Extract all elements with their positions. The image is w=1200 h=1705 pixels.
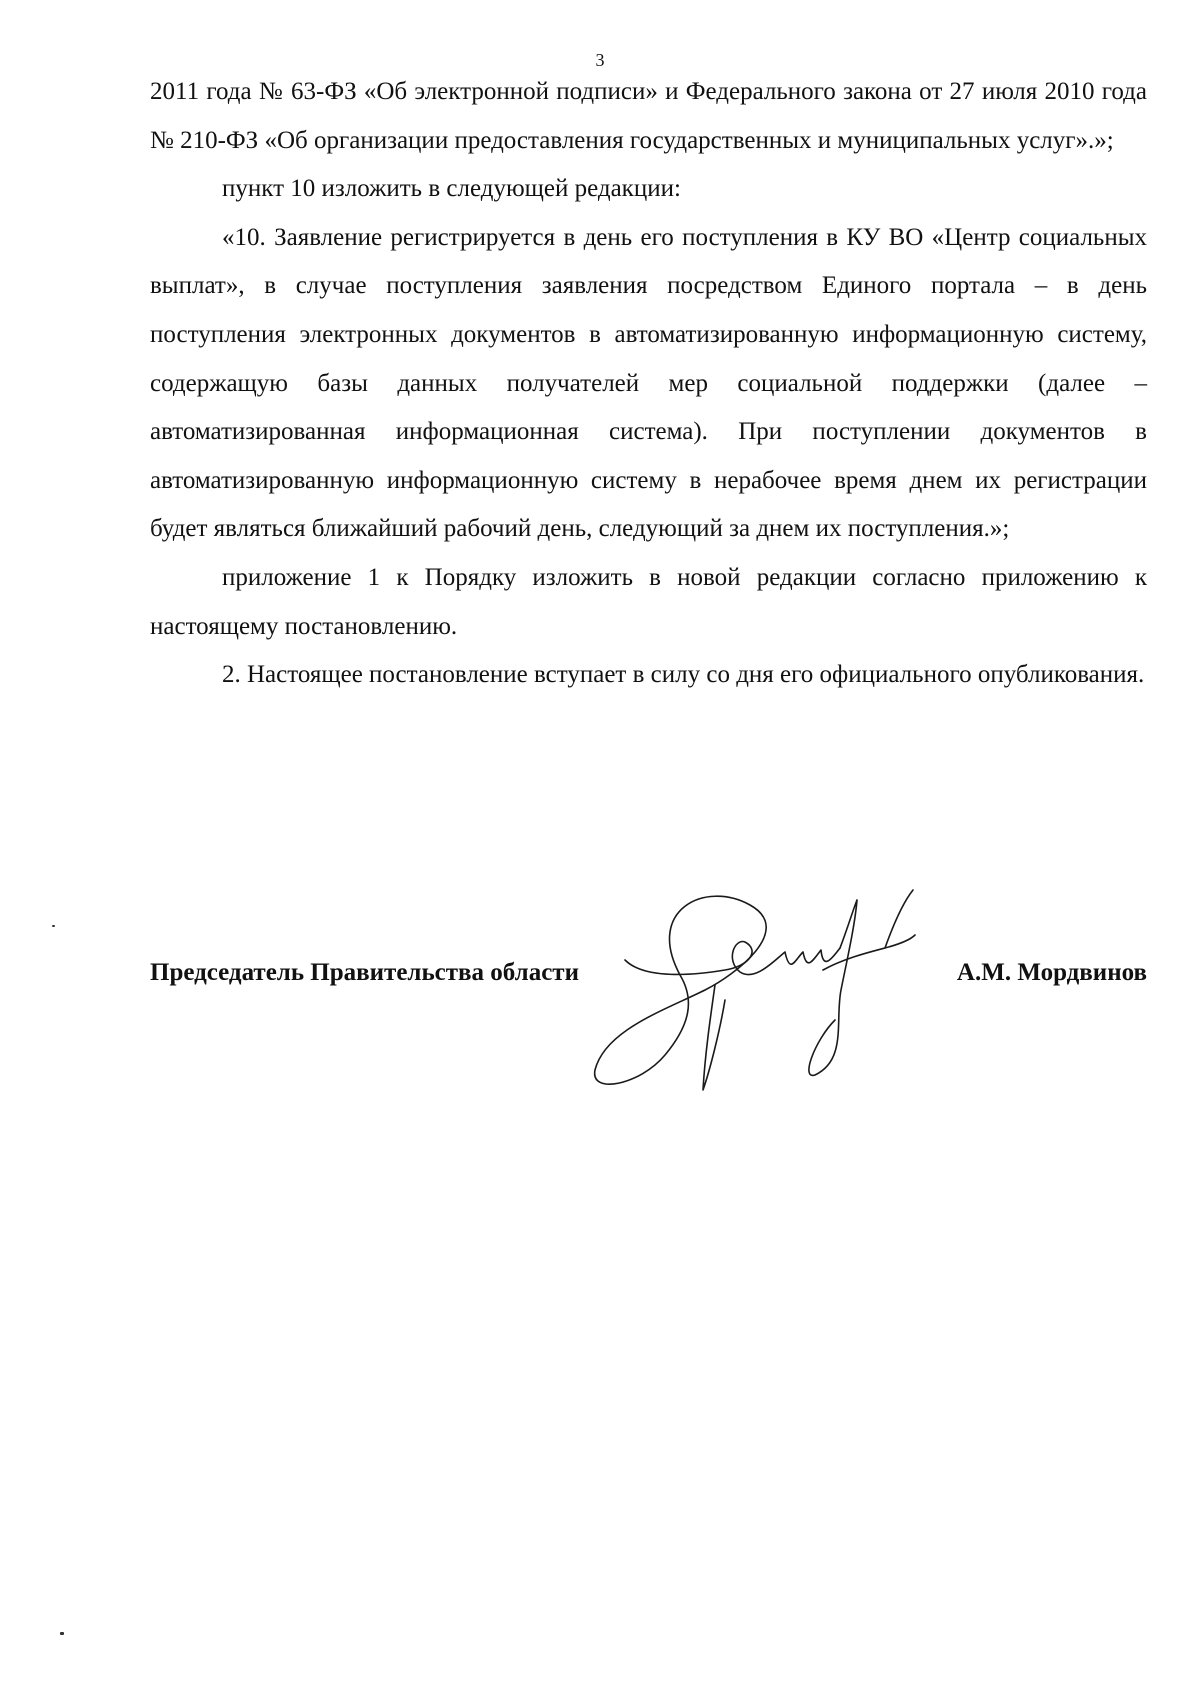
signature-loop-large [595,896,767,1084]
paragraph-appendix: приложение 1 к Порядку изложить в новой редакции согласно приложению к настоящему постановлению. [150,563,1147,640]
paragraph-point-10-intro: пункт 10 изложить в следующей редакции: [222,175,681,203]
signature-descender [703,985,725,1090]
scan-speck [60,1632,64,1635]
signer-name: А.М. Мордвинов [956,959,1147,986]
signature-flourish [625,942,840,975]
paragraph-continuation: 2011 года № 63-ФЗ «Об электронной подписи» и Федерального закона от 27 июля 2010 года № 210-ФЗ «Об организации предоставления государственных и муниципальных услуг».»; [150,78,1147,154]
page-number: 3 [595,50,605,70]
scan-speck [52,925,55,927]
handwritten-signature [585,880,935,1100]
signer-position: Председатель Правительства области [150,959,579,986]
paragraph-effective-date: 2. Настоящее постановление вступает в силу со дня его официального опубликования. [222,661,1145,689]
signature-stem [809,900,857,1075]
paragraph-point-10-text: «10. Заявление регистрируется в день его поступления в КУ ВО «Центр социальных выплат», в случае поступления заявления посредством Единого портала – в день поступления электронных документов в автоматизированную информационную систему, содержащую базы данных получателей мер социальной поддержки (далее – автоматизированная информационная система). При поступлении документов в автоматизированную информационную систему в нерабочее время днем их регистрации будет являться ближайший рабочий день, следующий за днем их поступления.»; [150,223,1147,543]
document-body [150,68,1147,700]
